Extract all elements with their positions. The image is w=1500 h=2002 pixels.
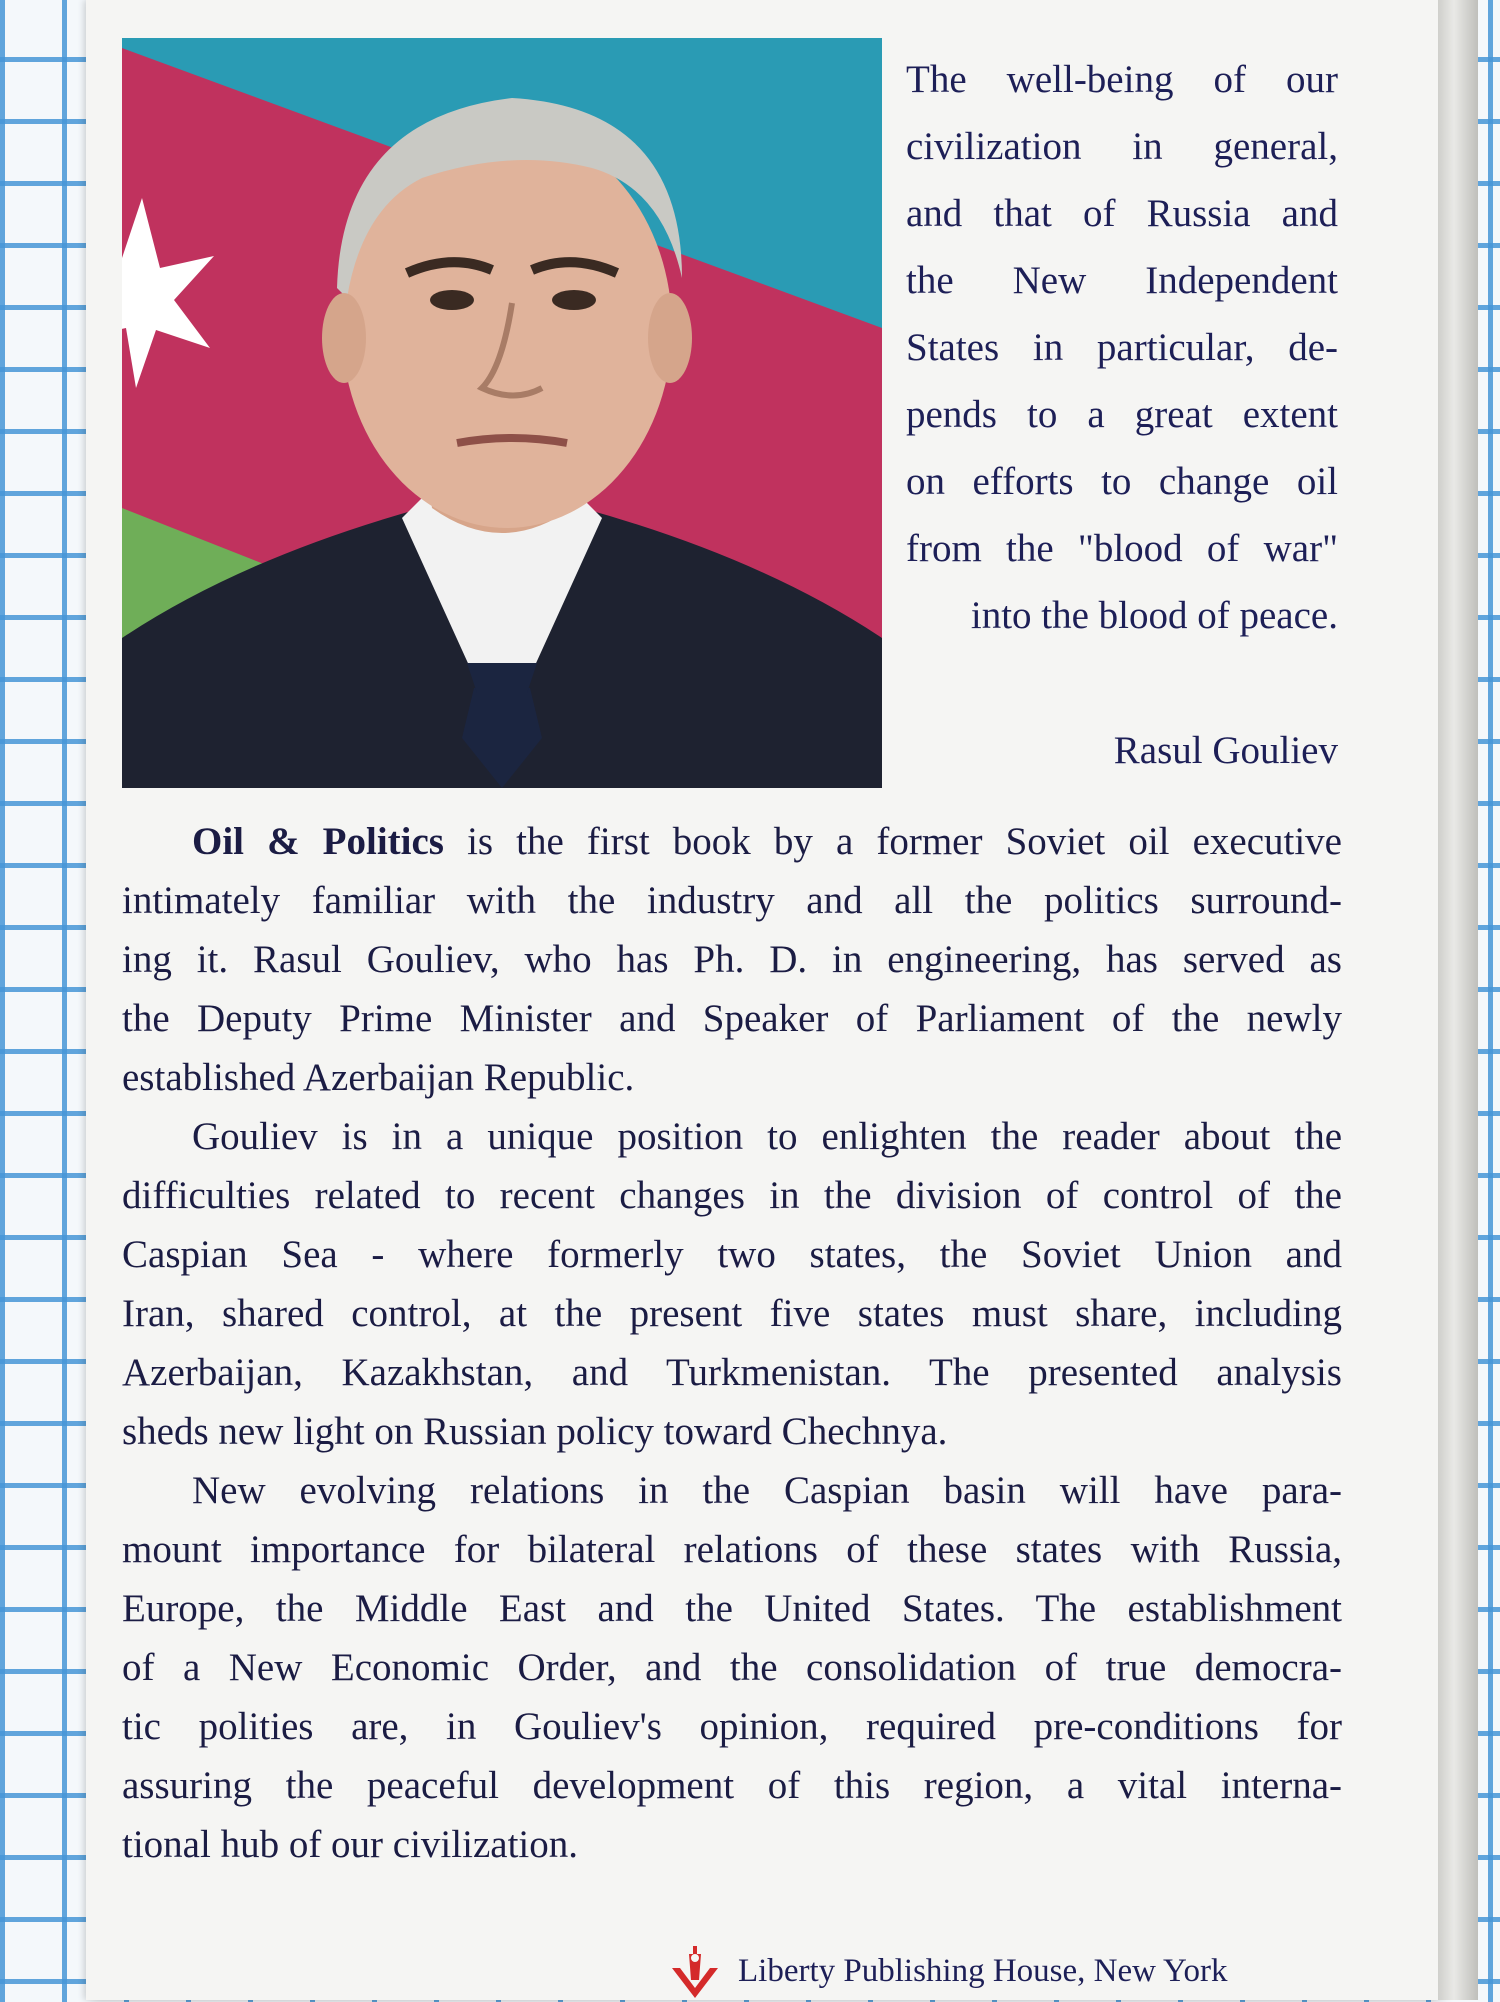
- description-line: Caspian Sea - where formerly two states, the Soviet Union and: [122, 1233, 1342, 1276]
- publisher-name: Liberty Publishing House, New York: [738, 1952, 1228, 1989]
- description-line: Europe, the Middle East and the United States. The establishment: [122, 1587, 1342, 1630]
- description-line: Gouliev is in a unique position to enlighten the reader about the: [192, 1115, 1342, 1158]
- description-line: the Deputy Prime Minister and Speaker of Parliament of the newly: [122, 997, 1342, 1040]
- description-line: Oil & Politics is the first book by a former Soviet oil executive: [192, 820, 1342, 863]
- description-line: ing it. Rasul Gouliev, who has Ph. D. in engineering, has served as: [122, 938, 1342, 981]
- book-spine-edge: [1438, 0, 1478, 2000]
- quote-line: into the blood of peace.: [970, 594, 1338, 637]
- quote-line: and that of Russia and: [906, 192, 1338, 235]
- author-quote: [906, 46, 1338, 649]
- statue-of-liberty-logo-icon: [666, 1940, 724, 2002]
- quote-line: civilization in general,: [906, 125, 1338, 168]
- book-back-cover: [86, 0, 1438, 2000]
- description-line: tional hub of our civilization.: [122, 1823, 578, 1866]
- description-line: of a New Economic Order, and the consolidation of true democra-: [122, 1646, 1342, 1689]
- publisher-imprint: [666, 1940, 1366, 2002]
- quote-line: The well-being of our: [906, 58, 1338, 101]
- description-line: New evolving relations in the Caspian basin will have para-: [192, 1469, 1342, 1512]
- author-portrait: [122, 38, 882, 788]
- quote-line: pends to a great extent: [906, 393, 1338, 436]
- quote-line: the New Independent: [906, 259, 1338, 302]
- book-description: [122, 812, 1342, 1874]
- quote-line: from the "blood of war": [906, 527, 1338, 570]
- description-line: established Azerbaijan Republic.: [122, 1056, 635, 1099]
- description-line: sheds new light on Russian policy toward Chechnya.: [122, 1410, 948, 1453]
- quote-author: Rasul Gouliev: [1113, 729, 1338, 772]
- quote-line: on efforts to change oil: [906, 460, 1338, 503]
- book-title: Oil & Politics: [192, 820, 444, 863]
- description-line: tic polities are, in Gouliev's opinion, required pre-conditions for: [122, 1705, 1342, 1748]
- description-line: Azerbaijan, Kazakhstan, and Turkmenistan. The presented analysis: [122, 1351, 1342, 1394]
- description-line: intimately familiar with the industry and all the politics surround-: [122, 879, 1342, 922]
- description-line: assuring the peaceful development of this region, a vital interna-: [122, 1764, 1342, 1807]
- portrait-illustration: [122, 38, 882, 788]
- description-line: difficulties related to recent changes in the division of control of the: [122, 1174, 1342, 1217]
- description-line: Iran, shared control, at the present five states must share, including: [122, 1292, 1342, 1335]
- quote-line: States in particular, de-: [906, 326, 1338, 369]
- description-line: mount importance for bilateral relations of these states with Russia,: [122, 1528, 1342, 1571]
